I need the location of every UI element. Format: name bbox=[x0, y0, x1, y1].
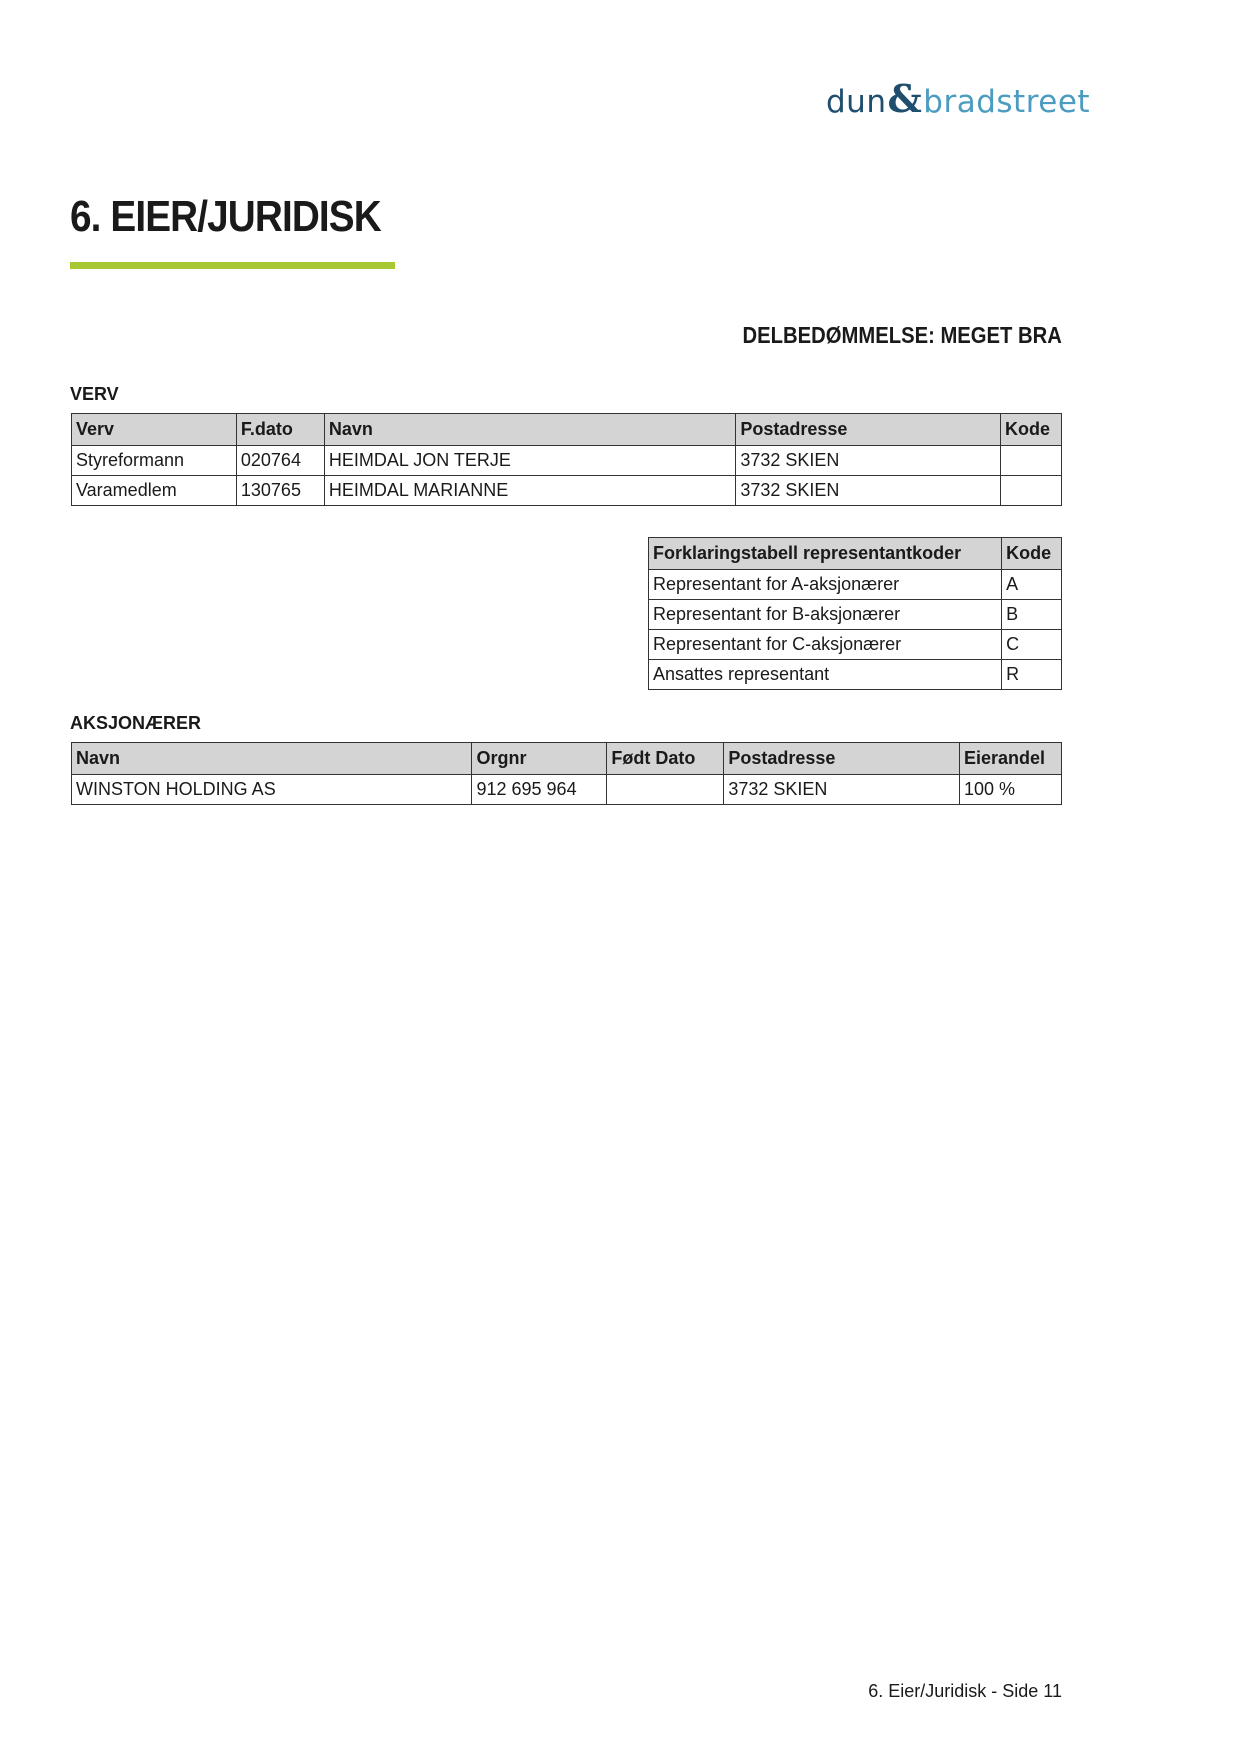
title-underline-bar bbox=[70, 262, 395, 269]
logo-part-bradstreet: bradstreet bbox=[923, 84, 1091, 120]
table-cell: Representant for C-aksjonærer bbox=[649, 630, 1002, 660]
table-cell: Styreformann bbox=[72, 446, 237, 476]
table-cell: HEIMDAL JON TERJE bbox=[324, 446, 736, 476]
column-header: Eierandel bbox=[960, 743, 1062, 775]
table-cell: 3732 SKIEN bbox=[724, 775, 960, 805]
table-cell bbox=[1001, 446, 1062, 476]
table-row bbox=[649, 600, 1062, 630]
sub-rating: DELBEDØMMELSE: MEGET BRA bbox=[742, 322, 1062, 348]
table-cell: 100 % bbox=[960, 775, 1062, 805]
table-row bbox=[649, 630, 1062, 660]
table-row bbox=[72, 446, 1062, 476]
column-header: Forklaringstabell representantkoder bbox=[649, 538, 1002, 570]
table-cell: 020764 bbox=[236, 446, 324, 476]
table-cell: C bbox=[1002, 630, 1062, 660]
column-header: Født Dato bbox=[607, 743, 724, 775]
table-cell bbox=[607, 775, 724, 805]
column-header: Navn bbox=[324, 414, 736, 446]
column-header: Postadresse bbox=[736, 414, 1001, 446]
table-row bbox=[72, 775, 1062, 805]
section-title: 6. EIER/JURIDISK bbox=[70, 192, 381, 241]
table-cell: HEIMDAL MARIANNE bbox=[324, 476, 736, 506]
table-row bbox=[649, 660, 1062, 690]
table-cell bbox=[1001, 476, 1062, 506]
table-header-row bbox=[649, 538, 1062, 570]
table-cell: 912 695 964 bbox=[472, 775, 607, 805]
column-header: Verv bbox=[72, 414, 237, 446]
table-cell: Ansattes representant bbox=[649, 660, 1002, 690]
column-header: Orgnr bbox=[472, 743, 607, 775]
table-cell: Representant for A-aksjonærer bbox=[649, 570, 1002, 600]
verv-table bbox=[71, 413, 1062, 506]
table-cell: 3732 SKIEN bbox=[736, 446, 1001, 476]
column-header: Kode bbox=[1001, 414, 1062, 446]
table-cell: 3732 SKIEN bbox=[736, 476, 1001, 506]
column-header: Postadresse bbox=[724, 743, 960, 775]
table-cell: WINSTON HOLDING AS bbox=[72, 775, 472, 805]
verv-heading: VERV bbox=[70, 384, 119, 404]
table-row bbox=[72, 476, 1062, 506]
column-header: F.dato bbox=[236, 414, 324, 446]
representative-codes-table bbox=[648, 537, 1062, 690]
table-cell: R bbox=[1002, 660, 1062, 690]
logo-part-dun: dun bbox=[826, 84, 887, 120]
table-header-row bbox=[72, 743, 1062, 775]
table-cell: Representant for B-aksjonærer bbox=[649, 600, 1002, 630]
logo-ampersand: & bbox=[887, 76, 923, 121]
table-row bbox=[649, 570, 1062, 600]
table-cell: 130765 bbox=[236, 476, 324, 506]
table-header-row bbox=[72, 414, 1062, 446]
table-cell: B bbox=[1002, 600, 1062, 630]
page-footer: 6. Eier/Juridisk - Side 11 bbox=[868, 1681, 1062, 1701]
column-header: Navn bbox=[72, 743, 472, 775]
aksjonaerer-heading: AKSJONÆRER bbox=[70, 713, 202, 733]
aksjonaerer-table bbox=[71, 742, 1062, 805]
dun-bradstreet-logo bbox=[826, 76, 1090, 120]
column-header: Kode bbox=[1002, 538, 1062, 570]
table-cell: Varamedlem bbox=[72, 476, 237, 506]
table-cell: A bbox=[1002, 570, 1062, 600]
